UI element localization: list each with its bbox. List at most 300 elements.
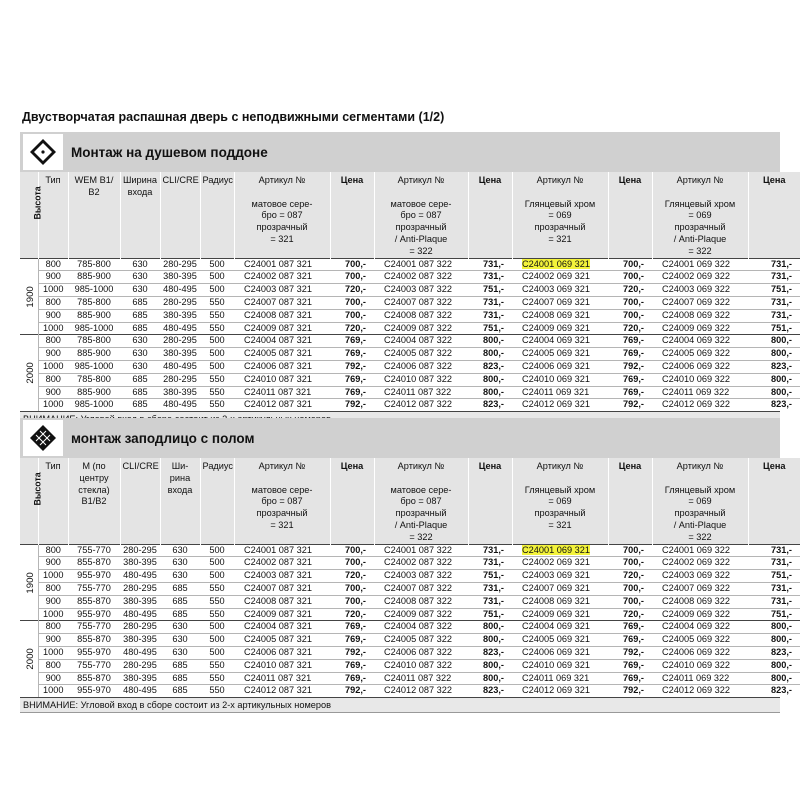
table-cell: 685 [172, 659, 188, 670]
table-cell: 500 [209, 570, 225, 581]
price-cell: 720,- [623, 608, 644, 619]
article-cell: C24006 069 322 [662, 646, 730, 657]
col-article-2: Артикул № матовое сере- бро = 087 прозрачный / Anti-Plaque = 322 [374, 172, 468, 258]
table-cell: 630 [132, 348, 148, 359]
col-radius: Радиус [200, 172, 234, 258]
col-article-3: Артикул № Глянцевый хром = 069 прозрачный = 321 [512, 458, 608, 544]
price-cell: 800,- [771, 621, 792, 632]
price-cell: 823,- [483, 685, 504, 696]
price-cell: 769,- [623, 659, 644, 670]
table-cell: 755-770 [77, 659, 111, 670]
price-cell: 792,- [623, 646, 644, 657]
article-cell: C24007 069 321 [522, 582, 590, 593]
col-article-3: Артикул № Глянцевый хром = 069 прозрачный = 321 [512, 172, 608, 258]
article-cell: C24008 069 322 [662, 309, 730, 320]
table-cell: 630 [172, 570, 188, 581]
table-cell: 755-770 [77, 544, 111, 555]
table-cell: 800 [45, 258, 61, 269]
article-cell: C24005 087 322 [384, 634, 452, 645]
table-cell: 855-870 [77, 595, 111, 606]
table-cell: 500 [209, 348, 225, 359]
table-cell: 685 [132, 322, 148, 333]
price-cell: 731,- [483, 557, 504, 568]
table-row [20, 557, 800, 570]
article-cell: C24008 069 321 [522, 309, 590, 320]
table-cell: 685 [172, 595, 188, 606]
table-cell: 955-970 [77, 685, 111, 696]
article-cell: C24001 087 321 [244, 544, 312, 555]
table-cell: 380-395 [123, 634, 157, 645]
article-cell: C24012 087 321 [244, 685, 312, 696]
article-cell: C24009 087 321 [244, 608, 312, 619]
table-cell: 380-395 [163, 348, 197, 359]
table-cell: 985-1000 [74, 360, 114, 371]
col-height: Высота [20, 458, 38, 544]
table-cell: 685 [132, 386, 148, 397]
price-cell: 800,- [483, 335, 504, 346]
article-cell: C24004 069 322 [662, 335, 730, 346]
table-cell: 500 [209, 335, 225, 346]
price-cell: 823,- [483, 399, 504, 410]
price-cell: 792,- [345, 360, 366, 371]
price-cell: 769,- [623, 373, 644, 384]
article-cell: C24001 069 321 [522, 258, 590, 269]
section-tray-mount [20, 132, 792, 427]
article-cell: C24008 069 321 [522, 595, 590, 606]
article-cell: C24006 087 321 [244, 646, 312, 657]
article-cell: C24010 069 322 [662, 373, 730, 384]
col-cli: CLI/CRE [120, 458, 160, 544]
table-row [20, 608, 800, 621]
table-cell: 630 [172, 634, 188, 645]
table-cell: 630 [132, 271, 148, 282]
table-cell: 550 [209, 608, 225, 619]
article-cell: C24003 069 321 [522, 570, 590, 581]
article-cell: C24005 069 321 [522, 634, 590, 645]
article-cell: C24009 087 321 [244, 322, 312, 333]
price-cell: 769,- [345, 621, 366, 632]
price-cell: 731,- [771, 309, 792, 320]
article-cell: C24006 069 322 [662, 360, 730, 371]
table-row [20, 296, 800, 309]
article-cell: C24005 069 321 [522, 348, 590, 359]
table-cell: 685 [172, 672, 188, 683]
price-cell: 823,- [483, 646, 504, 657]
price-cell: 720,- [345, 570, 366, 581]
table-row [20, 672, 800, 685]
price-cell: 731,- [483, 582, 504, 593]
price-cell: 800,- [483, 634, 504, 645]
article-cell: C24003 087 322 [384, 284, 452, 295]
table-cell: 1000 [43, 646, 64, 657]
article-cell: C24002 069 322 [662, 271, 730, 282]
note-warning: ВНИМАНИЕ: Угловой вход в сборе состоит из 2-х артикульных номеров [20, 697, 780, 713]
table-cell: 955-970 [77, 646, 111, 657]
col-price-2: Цена [468, 172, 512, 258]
price-cell: 792,- [623, 360, 644, 371]
table-row [20, 271, 800, 284]
table-cell: 630 [172, 646, 188, 657]
table-cell: 800 [45, 621, 61, 632]
article-cell: C24004 087 322 [384, 621, 452, 632]
article-cell: C24012 087 321 [244, 399, 312, 410]
price-cell: 720,- [623, 284, 644, 295]
table-cell: 800 [45, 544, 61, 555]
col-price-1: Цена [330, 172, 374, 258]
table-cell: 550 [209, 386, 225, 397]
price-cell: 769,- [345, 373, 366, 384]
article-cell: C24007 069 321 [522, 296, 590, 307]
table-cell: 630 [132, 360, 148, 371]
article-cell: C24002 087 321 [244, 557, 312, 568]
article-cell: C24008 087 322 [384, 309, 452, 320]
price-cell: 731,- [771, 271, 792, 282]
article-cell: C24009 069 322 [662, 608, 730, 619]
article-cell: C24003 087 322 [384, 570, 452, 581]
article-cell: C24004 069 321 [522, 621, 590, 632]
table-cell: 630 [172, 557, 188, 568]
article-cell: C24006 087 322 [384, 360, 452, 371]
article-cell: C24011 087 322 [384, 672, 452, 683]
article-cell: C24011 087 321 [244, 672, 312, 683]
price-cell: 769,- [623, 386, 644, 397]
article-cell: C24010 069 321 [522, 373, 590, 384]
price-cell: 751,- [771, 322, 792, 333]
price-cell: 731,- [483, 595, 504, 606]
table-cell: 550 [209, 322, 225, 333]
article-cell: C24009 087 322 [384, 608, 452, 619]
table-row [20, 284, 800, 297]
table-cell: 380-395 [163, 271, 197, 282]
table-cell: 550 [209, 309, 225, 320]
table-row [20, 386, 800, 399]
col-cli: CLI/CRE [160, 172, 200, 258]
table-cell: 380-395 [123, 557, 157, 568]
table-cell: 280-295 [123, 582, 157, 593]
price-cell: 800,- [771, 672, 792, 683]
table-cell: 630 [132, 258, 148, 269]
article-cell: C24009 069 322 [662, 322, 730, 333]
col-type: Тип [38, 172, 68, 258]
price-cell: 792,- [345, 685, 366, 696]
table-cell: 955-970 [77, 608, 111, 619]
col-article-2: Артикул № матовое сере- бро = 087 прозрачный / Anti-Plaque = 322 [374, 458, 468, 544]
table-cell: 755-770 [77, 621, 111, 632]
table-cell: 480-495 [123, 646, 157, 657]
col-entry-width: Ширина входа [120, 172, 160, 258]
table-cell: 280-295 [123, 544, 157, 555]
price-cell: 769,- [345, 335, 366, 346]
price-cell: 751,- [771, 608, 792, 619]
price-cell: 720,- [345, 284, 366, 295]
price-cell: 769,- [345, 386, 366, 397]
table-cell: 280-295 [163, 258, 197, 269]
price-cell: 769,- [345, 634, 366, 645]
table-cell: 280-295 [163, 296, 197, 307]
table-cell: 630 [132, 284, 148, 295]
table-cell: 380-395 [123, 595, 157, 606]
price-cell: 720,- [345, 322, 366, 333]
height-group-label: 1900 [20, 544, 38, 621]
table-cell: 900 [45, 348, 61, 359]
table-row [20, 685, 800, 697]
table-cell: 480-495 [163, 360, 197, 371]
article-cell: C24010 087 322 [384, 373, 452, 384]
article-cell: C24011 069 322 [662, 386, 730, 397]
table-cell: 480-495 [163, 284, 197, 295]
article-cell: C24008 087 322 [384, 595, 452, 606]
col-price-4: Цена [748, 458, 800, 544]
table-row [20, 621, 800, 634]
article-cell: C24004 087 322 [384, 335, 452, 346]
table-cell: 500 [209, 544, 225, 555]
article-cell: C24005 069 322 [662, 348, 730, 359]
article-cell: C24004 069 321 [522, 335, 590, 346]
article-cell: C24002 087 322 [384, 271, 452, 282]
article-cell: C24011 069 321 [522, 672, 590, 683]
article-cell: C24009 069 321 [522, 608, 590, 619]
table-cell: 630 [132, 335, 148, 346]
table-cell: 1000 [43, 570, 64, 581]
table-cell: 1000 [43, 399, 64, 410]
table-cell: 550 [209, 659, 225, 670]
article-cell: C24012 087 322 [384, 685, 452, 696]
table-cell: 280-295 [163, 373, 197, 384]
table-cell: 280-295 [123, 659, 157, 670]
price-cell: 720,- [623, 570, 644, 581]
price-cell: 769,- [345, 348, 366, 359]
table-row [20, 659, 800, 672]
table-cell: 900 [45, 634, 61, 645]
table-cell: 855-870 [77, 557, 111, 568]
price-cell: 800,- [483, 672, 504, 683]
floor-level-icon [23, 420, 63, 456]
price-cell: 700,- [345, 271, 366, 282]
height-group-label: 1900 [20, 258, 38, 335]
table-row [20, 634, 800, 647]
price-cell: 700,- [345, 309, 366, 320]
col-wem: WEM B1/ B2 [68, 172, 120, 258]
table-cell: 685 [132, 296, 148, 307]
article-cell: C24003 087 321 [244, 284, 312, 295]
table-cell: 550 [209, 672, 225, 683]
price-cell: 751,- [483, 608, 504, 619]
price-cell: 792,- [345, 399, 366, 410]
price-cell: 751,- [483, 322, 504, 333]
col-article-4: Артикул № Глянцевый хром = 069 прозрачный / Anti-Plaque = 322 [652, 458, 748, 544]
table-row [20, 309, 800, 322]
table-cell: 500 [209, 271, 225, 282]
price-cell: 700,- [623, 557, 644, 568]
table-cell: 685 [172, 685, 188, 696]
table-row [20, 399, 800, 411]
table-cell: 685 [172, 608, 188, 619]
article-cell: C24008 069 322 [662, 595, 730, 606]
price-cell: 700,- [623, 582, 644, 593]
table-row [20, 373, 800, 386]
table-cell: 500 [209, 646, 225, 657]
price-cell: 700,- [623, 271, 644, 282]
table-cell: 500 [209, 634, 225, 645]
article-cell: C24012 087 322 [384, 399, 452, 410]
table-cell: 550 [209, 685, 225, 696]
table-cell: 550 [209, 399, 225, 410]
price-cell: 800,- [771, 373, 792, 384]
price-cell: 700,- [345, 296, 366, 307]
table-cell: 985-1000 [74, 322, 114, 333]
price-cell: 792,- [345, 646, 366, 657]
shower-tray-icon [23, 134, 63, 170]
price-cell: 800,- [771, 348, 792, 359]
section-header [20, 418, 780, 458]
price-cell: 700,- [623, 595, 644, 606]
article-cell: C24002 087 321 [244, 271, 312, 282]
price-cell: 700,- [623, 309, 644, 320]
price-cell: 823,- [771, 685, 792, 696]
article-cell: C24002 087 322 [384, 557, 452, 568]
article-cell: C24009 087 322 [384, 322, 452, 333]
price-cell: 731,- [771, 557, 792, 568]
article-cell: C24005 087 321 [244, 348, 312, 359]
col-type: Тип [38, 458, 68, 544]
price-cell: 769,- [345, 672, 366, 683]
price-cell: 769,- [623, 621, 644, 632]
price-cell: 731,- [483, 258, 504, 269]
article-cell: C24008 087 321 [244, 309, 312, 320]
price-cell: 720,- [623, 322, 644, 333]
table-cell: 280-295 [163, 335, 197, 346]
price-cell: 700,- [623, 296, 644, 307]
table-cell: 900 [45, 386, 61, 397]
table-cell: 855-870 [77, 672, 111, 683]
table-cell: 800 [45, 335, 61, 346]
table-cell: 900 [45, 672, 61, 683]
col-article-1: Артикул № матовое сере- бро = 087 прозрачный = 321 [234, 458, 330, 544]
article-cell: C24004 087 321 [244, 621, 312, 632]
table-cell: 550 [209, 373, 225, 384]
article-cell: C24012 069 321 [522, 685, 590, 696]
table-cell: 500 [209, 557, 225, 568]
col-radius: Радиус [200, 458, 234, 544]
article-cell: C24007 087 322 [384, 296, 452, 307]
table-row [20, 322, 800, 335]
table-cell: 630 [172, 621, 188, 632]
article-cell: C24007 069 322 [662, 296, 730, 307]
table-cell: 1000 [43, 608, 64, 619]
article-cell: C24011 087 322 [384, 386, 452, 397]
price-cell: 792,- [623, 399, 644, 410]
article-cell: C24001 087 321 [244, 258, 312, 269]
price-cell: 700,- [345, 582, 366, 593]
table-cell: 900 [45, 271, 61, 282]
article-cell: C24001 087 322 [384, 258, 452, 269]
table-cell: 1000 [43, 685, 64, 696]
price-cell: 731,- [771, 258, 792, 269]
table-cell: 955-970 [77, 570, 111, 581]
article-cell: C24007 069 322 [662, 582, 730, 593]
article-cell: C24005 087 322 [384, 348, 452, 359]
table-cell: 785-800 [77, 296, 111, 307]
table-cell: 755-770 [77, 582, 111, 593]
col-price-2: Цена [468, 458, 512, 544]
table-cell: 885-900 [77, 271, 111, 282]
article-cell: C24012 069 321 [522, 399, 590, 410]
price-cell: 700,- [345, 557, 366, 568]
table-cell: 380-395 [163, 309, 197, 320]
section-floor-flush [20, 418, 792, 713]
article-cell: C24005 087 321 [244, 634, 312, 645]
col-m-center: М (по центру стекла) B1/B2 [68, 458, 120, 544]
article-cell: C24003 069 322 [662, 284, 730, 295]
table-cell: 380-395 [163, 386, 197, 397]
table-row [20, 570, 800, 583]
table-cell: 630 [172, 544, 188, 555]
article-cell: C24002 069 321 [522, 557, 590, 568]
table-cell: 1000 [43, 284, 64, 295]
table-cell: 380-395 [123, 672, 157, 683]
price-cell: 700,- [345, 544, 366, 555]
price-cell: 769,- [623, 672, 644, 683]
height-group-label: 2000 [20, 335, 38, 411]
table-cell: 685 [132, 309, 148, 320]
table-cell: 550 [209, 595, 225, 606]
article-cell: C24008 087 321 [244, 595, 312, 606]
price-cell: 769,- [623, 634, 644, 645]
table-cell: 855-870 [77, 634, 111, 645]
table-row [20, 582, 800, 595]
table-cell: 550 [209, 582, 225, 593]
section-title: Монтаж на душевом поддоне [71, 144, 268, 160]
price-cell: 800,- [771, 386, 792, 397]
price-cell: 823,- [771, 360, 792, 371]
table-row [20, 646, 800, 659]
col-price-3: Цена [608, 172, 652, 258]
article-cell: C24006 087 322 [384, 646, 452, 657]
table-cell: 480-495 [123, 685, 157, 696]
table-cell: 685 [132, 373, 148, 384]
article-cell: C24004 087 321 [244, 335, 312, 346]
table-cell: 480-495 [163, 399, 197, 410]
article-cell: C24001 069 322 [662, 544, 730, 555]
article-cell: C24001 069 322 [662, 258, 730, 269]
table-cell: 500 [209, 360, 225, 371]
article-cell: C24002 069 321 [522, 271, 590, 282]
table-cell: 1000 [43, 360, 64, 371]
section-title: монтаж заподлицо с полом [71, 430, 255, 446]
price-table [20, 172, 800, 411]
article-cell: C24011 087 321 [244, 386, 312, 397]
table-row [20, 335, 800, 348]
price-cell: 700,- [623, 258, 644, 269]
article-cell: C24010 087 321 [244, 373, 312, 384]
table-cell: 985-1000 [74, 284, 114, 295]
article-cell: C24010 087 322 [384, 659, 452, 670]
price-cell: 700,- [345, 258, 366, 269]
table-cell: 685 [132, 399, 148, 410]
table-cell: 785-800 [77, 373, 111, 384]
article-cell: C24006 069 321 [522, 646, 590, 657]
price-cell: 751,- [771, 284, 792, 295]
table-cell: 1000 [43, 322, 64, 333]
section-header [20, 132, 780, 172]
price-cell: 800,- [483, 373, 504, 384]
price-cell: 800,- [483, 386, 504, 397]
price-cell: 751,- [483, 284, 504, 295]
table-cell: 900 [45, 309, 61, 320]
price-cell: 823,- [771, 646, 792, 657]
table-cell: 500 [209, 258, 225, 269]
table-cell: 480-495 [123, 608, 157, 619]
